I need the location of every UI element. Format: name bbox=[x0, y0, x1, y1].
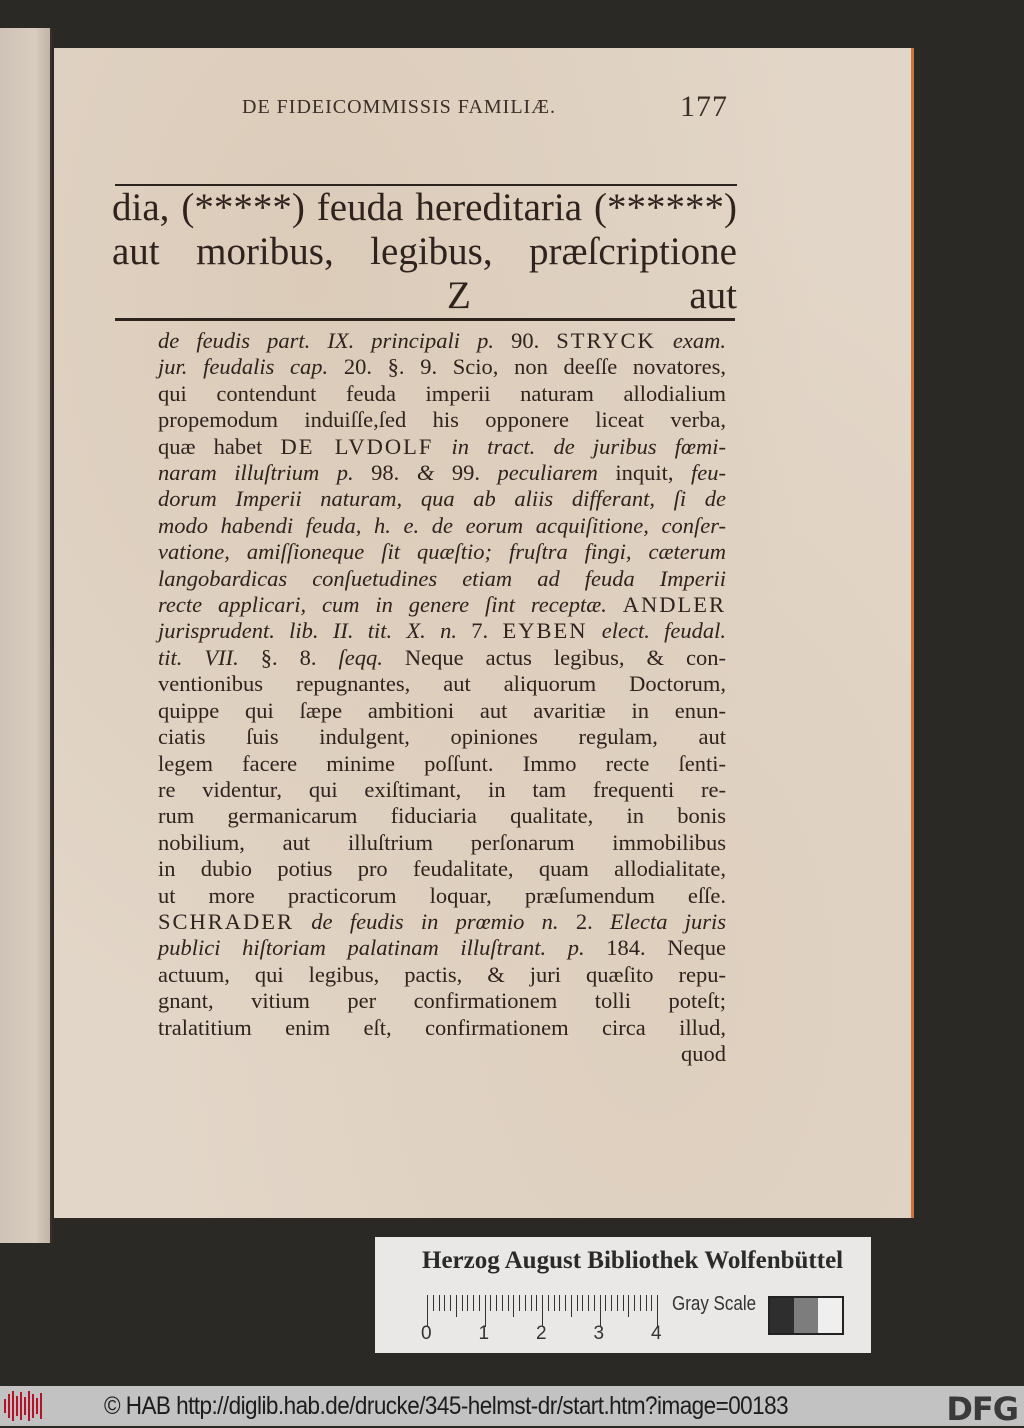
footnote-line: dorum Imperii naturam, qua ab aliis differant, ſi de bbox=[158, 486, 726, 512]
footnote-line: ventionibus repugnantes, aut aliquorum Doctorum, bbox=[158, 671, 726, 697]
footnote-line: vatione, amiſſioneque ſit quæſtio; fruſtra fingi, cæterum bbox=[158, 539, 726, 565]
footnote-line: SCHRADER de feudis in prœmio n. 2. Electa juris bbox=[158, 908, 727, 934]
calibration-card bbox=[375, 1237, 871, 1353]
footnote-line: rum germanicarum fiduciaria qualitate, in bonis bbox=[158, 803, 726, 829]
footnote-line: qui contendunt feuda imperii naturam allodialium bbox=[158, 380, 726, 406]
footnote-line: naram illuſtrium p. 98. & 99. peculiarem inquit, feu- bbox=[158, 460, 726, 486]
gray-scale-swatches bbox=[768, 1296, 844, 1335]
footnote-line: ut more practicorum loquar, præſumendum eſſe. bbox=[158, 882, 726, 908]
footnote-line: jurisprudent. lib. II. tit. X. n. 7. EYBEN elect. feudal. bbox=[158, 618, 726, 644]
footnote-line: propemodum induiſſe,ſed his opponere liceat verba, bbox=[158, 407, 726, 433]
ruler-label: 4 bbox=[651, 1323, 662, 1344]
footnote-line: actuum, qui legibus, pactis, & juri quæſito repu- bbox=[158, 961, 726, 987]
running-head-title: DE FIDEICOMMISSIS FAMILIÆ. bbox=[242, 96, 556, 118]
signature-mark: Z bbox=[447, 274, 471, 317]
footnote-line: recte applicari, cum in genere ſint receptæ. ANDLER bbox=[158, 592, 727, 618]
footnote-line: modo habendi feuda, h. e. de eorum acquiſitione, conſer- bbox=[158, 512, 726, 538]
footnote bbox=[158, 328, 726, 1067]
gray-swatch bbox=[794, 1298, 818, 1333]
ruler-label: 3 bbox=[593, 1323, 605, 1344]
footnote-line: ciatis ſuis indulgent, opiniones regulam, aut bbox=[158, 724, 726, 750]
main-text bbox=[112, 186, 737, 318]
footnote-line: nobilium, aut illuſtrium perſonarum immobilibus bbox=[158, 829, 726, 855]
ruler-label: 1 bbox=[478, 1323, 490, 1344]
footnote-rule bbox=[115, 318, 735, 321]
footnote-line: publici hiſtoriam palatinam illuſtrant. p. 184. Neque bbox=[158, 935, 726, 961]
footnote-catchword: quod bbox=[681, 1040, 726, 1066]
catchword: aut bbox=[689, 274, 737, 317]
footnote-line: re videntur, qui exiſtimant, in tam frequenti re- bbox=[158, 776, 726, 802]
gray-swatch bbox=[818, 1298, 842, 1333]
ruler-label: 0 bbox=[421, 1323, 432, 1344]
page-number: 177 bbox=[680, 90, 728, 123]
library-name: Herzog August Bibliothek Wolfenbüttel bbox=[422, 1247, 844, 1274]
footer-bar bbox=[0, 1386, 1024, 1426]
dfg-logo: DFG bbox=[946, 1390, 1018, 1428]
footnote-line: quippe qui ſæpe ambitioni aut avaritiæ in enun- bbox=[158, 697, 726, 723]
footnote-line: in dubio potius pro feudalitate, quam allodialitate, bbox=[158, 856, 726, 882]
main-text-line: aut moribus, legibus, præſcriptione bbox=[112, 230, 737, 273]
footnote-line: tralatitium enim eſt, confirmationem circa illud, bbox=[158, 1014, 726, 1040]
footnote-line: tit. VII. §. 8. ſeqq. Neque actus legibus, & con- bbox=[158, 644, 727, 670]
footnote-line: gnant, vitium per confirmationem tolli poteſt; bbox=[158, 988, 726, 1014]
gray-scale-label: Gray Scale bbox=[672, 1293, 757, 1315]
footnote-line: quæ habet DE LVDOLF in tract. de juribus fœmi- bbox=[158, 433, 727, 459]
footnote-line: jur. feudalis cap. 20. §. 9. Scio, non deeſſe novatores, bbox=[158, 354, 726, 380]
hab-logo-icon bbox=[4, 1391, 48, 1421]
footnote-line: de feudis part. IX. principali p. 90. STRYCK exam. bbox=[158, 328, 726, 353]
main-text-line: dia, (*****) feuda hereditaria (******) bbox=[112, 186, 737, 229]
gray-swatch bbox=[770, 1298, 794, 1333]
ruler-label: 2 bbox=[536, 1323, 547, 1344]
citation-link[interactable]: © HAB http://diglib.hab.de/drucke/345-helmst-dr/start.htm?image=00183 bbox=[104, 1391, 789, 1420]
footnote-line: legem facere minime poſſunt. Immo recte ſenti- bbox=[158, 750, 726, 776]
footnote-line: langobardicas conſuetudines etiam ad feuda Imperii bbox=[158, 565, 726, 591]
previous-page-edge bbox=[0, 28, 52, 1243]
